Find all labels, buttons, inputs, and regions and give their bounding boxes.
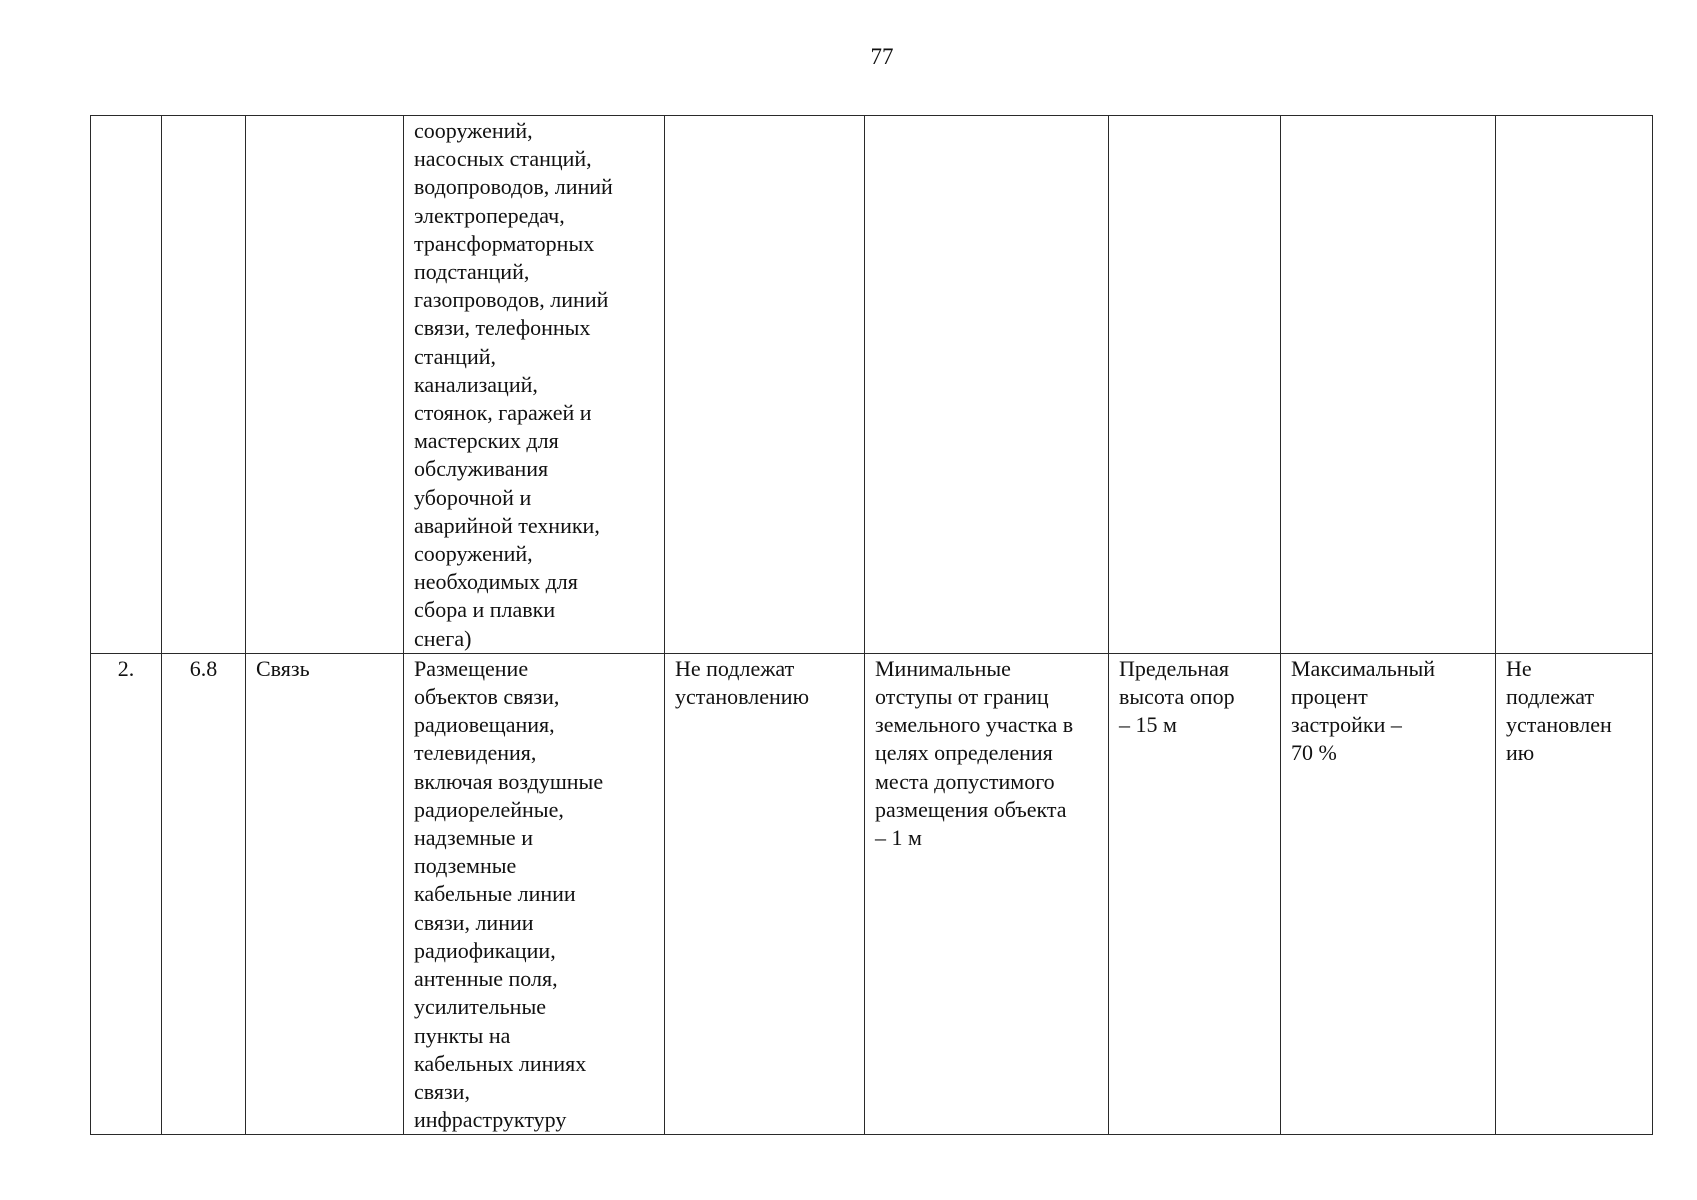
description-text: Размещение объектов связи, радиовещания, телевидения, включая воздушные радиорелейные, надземные и подземные кабельные линии связи, линии радиофикации, антенные поля, усилительные пункты на кабельных линиях связи, инфраструктуру xyxy=(414,655,604,1133)
cell-col8 xyxy=(1281,653,1496,1134)
cell-col5 xyxy=(665,116,865,654)
cell-name xyxy=(246,116,404,654)
col8-text: Максимальный процент застройки – 70 % xyxy=(1291,655,1436,766)
cell-col6 xyxy=(865,116,1109,654)
row-code-text: 6.8 xyxy=(189,655,218,681)
col5-text: Не подлежат установлению xyxy=(675,655,810,710)
cell-code xyxy=(162,653,246,1134)
table-row xyxy=(91,653,1653,1134)
cell-number xyxy=(91,653,162,1134)
cell-code xyxy=(162,116,246,654)
col6-text: Минимальные отступы от границ земельного участка в целях определения места допустимого размещения объекта – 1 м xyxy=(875,655,1074,851)
cell-col7 xyxy=(1109,116,1281,654)
cell-col9 xyxy=(1496,116,1653,654)
row-name-text: Связь xyxy=(256,655,310,681)
cell-number xyxy=(91,116,162,654)
cell-col9 xyxy=(1496,653,1653,1134)
row-number-text: 2. xyxy=(117,655,135,681)
cell-name xyxy=(246,653,404,1134)
col9-text: Не подлежат установлен ию xyxy=(1506,655,1612,766)
cell-col5 xyxy=(665,653,865,1134)
table-row xyxy=(91,116,1653,654)
regulations-table xyxy=(90,115,1653,1135)
cell-description xyxy=(404,653,665,1134)
cell-col6 xyxy=(865,653,1109,1134)
col7-text: Предельная высота опор – 15 м xyxy=(1119,655,1235,738)
page-number: 77 xyxy=(870,44,894,69)
cell-col7 xyxy=(1109,653,1281,1134)
cell-col8 xyxy=(1281,116,1496,654)
description-text: сооружений, насосных станций, водопроводов, линий электропередач, трансформаторных подстанций, газопроводов, линий связи, телефонных станций, канализаций, стоянок, гаражей и мастерских для обслуживания уборочной и аварийной техники, сооружений, необходимых для сбора и плавки снега) xyxy=(414,118,613,651)
cell-description xyxy=(404,116,665,654)
